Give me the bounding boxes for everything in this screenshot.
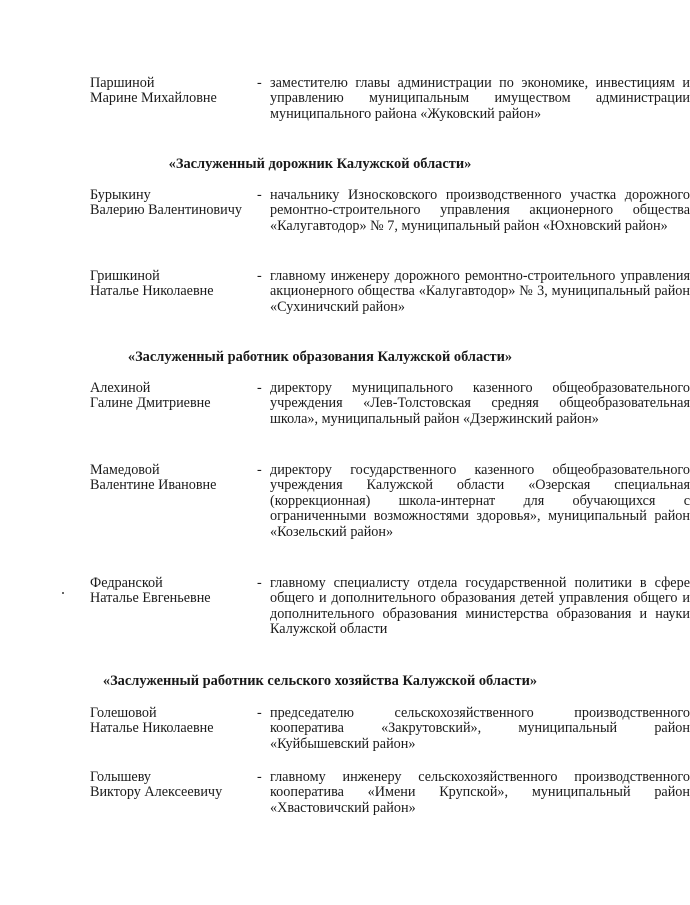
recipient-position: директору государственного казенного общеобразовательного учреждения Калужской области «Озерская специальная (коррекционная) школа-интернат для обучающихся с ограниченными возможностями здоровья», муниципальный район «Козельский район» — [270, 462, 690, 540]
scan-speck — [62, 592, 64, 594]
recipient-position: директору муниципального казенного общеобразовательного учреждения «Лев-Толстовская средняя общеобразовательная школа», муниципальный район «Дзержинский район» — [270, 380, 690, 427]
recipient-name — [90, 381, 255, 412]
recipient-surname: Бурыкину — [90, 187, 151, 203]
recipient-name — [90, 706, 255, 737]
recipient-name — [90, 463, 255, 494]
recipient-surname: Федранской — [90, 575, 163, 591]
recipient-surname: Голышеву — [90, 769, 152, 785]
separator-dash: - — [257, 268, 262, 284]
recipient-given-name: Виктору Алексеевичу — [90, 784, 223, 801]
recipient-position: главному инженеру сельскохозяйственного производственного кооператива «Имени Крупской», муниципальный район «Хвастовичский район» — [270, 769, 690, 816]
recipient-given-name: Наталье Евгеньевне — [90, 590, 211, 607]
recipient-surname: Алехиной — [90, 380, 151, 396]
section-heading: «Заслуженный работник сельского хозяйства Калужской области» — [102, 673, 538, 689]
recipient-position: начальнику Износковского производственного участка дорожного ремонтно-строительного управления акционерного общества «Калугавтодор» № 7, муниципальный район «Юхновский район» — [270, 187, 690, 234]
recipient-given-name: Валерию Валентиновичу — [90, 202, 242, 219]
separator-dash: - — [257, 380, 262, 396]
recipient-given-name: Наталье Николаевне — [90, 720, 214, 737]
separator-dash: - — [257, 462, 262, 478]
section-heading: «Заслуженный работник образования Калужской области» — [127, 349, 513, 365]
separator-dash: - — [257, 187, 262, 203]
separator-dash: - — [257, 769, 262, 785]
recipient-given-name: Марине Михайловне — [90, 90, 217, 107]
recipient-given-name: Валентине Ивановне — [90, 477, 217, 494]
separator-dash: - — [257, 75, 262, 91]
separator-dash: - — [257, 575, 262, 591]
recipient-given-name: Наталье Николаевне — [90, 283, 214, 300]
recipient-given-name: Галине Дмитриевне — [90, 395, 211, 412]
recipient-surname: Мамедовой — [90, 462, 160, 478]
recipient-position: председателю сельскохозяйственного производственного кооператива «Закрутовский», муниципальный район «Куйбышевский район» — [270, 705, 690, 752]
recipient-name — [90, 770, 255, 801]
recipient-name — [90, 76, 255, 107]
recipient-position: главному специалисту отдела государственной политики в сфере общего и дополнительного образования детей управления общего и дополнительного образования министерства образования и науки Калужской области — [270, 575, 690, 638]
recipient-surname: Гришкиной — [90, 268, 160, 284]
recipient-surname: Голешовой — [90, 705, 157, 721]
recipient-name — [90, 576, 255, 607]
recipient-position: заместителю главы администрации по экономике, инвестициям и управлению муниципальным имуществом администрации муниципального района «Жуковский район» — [270, 75, 690, 122]
recipient-surname: Паршиной — [90, 75, 155, 91]
recipient-position: главному инженеру дорожного ремонтно-строительного управления акционерного общества «Калугавтодор» № 3, муниципальный район «Сухиничский район» — [270, 268, 690, 315]
recipient-name — [90, 188, 255, 219]
recipient-name — [90, 269, 255, 300]
separator-dash: - — [257, 705, 262, 721]
section-heading: «Заслуженный дорожник Калужской области» — [168, 156, 472, 172]
